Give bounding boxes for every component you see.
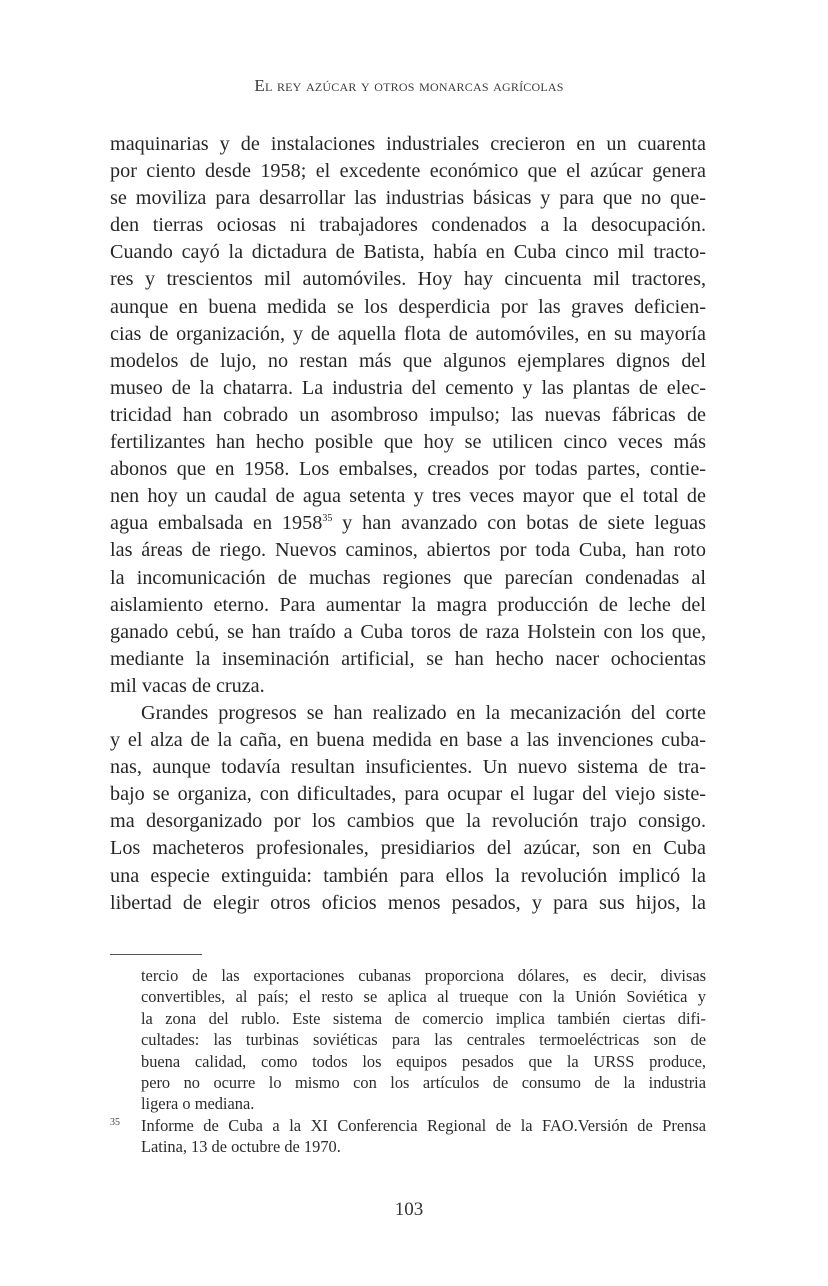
- text-line: la incomunicación de muchas regiones que parecían condenadas al: [110, 566, 706, 589]
- footnote-line: tercio de las exportaciones cubanas proporciona dólares, es decir, divisas: [141, 966, 706, 985]
- text-line: maquinarias y de instalaciones industriales crecieron en un cuarenta: [110, 133, 706, 155]
- text-line: ganado cebú, se han traído a Cuba toros de raza Holstein con los que,: [110, 620, 706, 643]
- footnote-marker: 35: [110, 1116, 120, 1128]
- text-line: nen hoy un caudal de agua setenta y tres veces mayor que el total de: [110, 485, 706, 508]
- footnote-line: convertibles, al país; el resto se aplica al trueque con la Unión Soviética y: [141, 987, 706, 1007]
- footnote-continued: [141, 965, 706, 1115]
- paragraph-1: [110, 131, 706, 700]
- text-line-with-footnote-ref: [110, 510, 706, 537]
- footnote-line: buena calidad, como todos los equipos pesados que la URSS produce,: [141, 1051, 706, 1071]
- paragraph-2: [110, 700, 706, 917]
- text-line: res y trescientos mil automóviles. Hoy hay cincuenta mil tractores,: [110, 268, 706, 291]
- text-line: se moviliza para desarrollar las industrias básicas y para que no que-: [110, 187, 706, 210]
- text-line: Grandes progresos se han realizado en la mecanización del corte: [141, 701, 706, 724]
- text-line: fertilizantes han hecho posible que hoy se utilicen cinco veces más: [110, 431, 706, 454]
- text-line: tricidad han cobrado un asombroso impulso; las nuevas fábricas de: [110, 403, 706, 426]
- text-line: libertad de elegir otros oficios menos pesados, y para sus hijos, la: [110, 891, 706, 914]
- text-line: aislamiento eterno. Para aumentar la magra producción de leche del: [110, 593, 706, 616]
- text-line: aunque en buena medida se los desperdicia por las graves deficien-: [110, 295, 706, 318]
- page-number: 103: [394, 1199, 424, 1220]
- text-line: bajo se organiza, con dificultades, para ocupar el lugar del viejo siste-: [110, 783, 706, 806]
- footnote-35: [110, 1115, 706, 1158]
- text-line: las áreas de riego. Nuevos caminos, abiertos por toda Cuba, han roto: [110, 539, 706, 562]
- footnote-line: Latina, 13 de octubre de 1970.: [141, 1137, 341, 1157]
- text-line: den tierras ociosas ni trabajadores condenados a la desocupación.: [110, 214, 706, 237]
- running-head: El rey azúcar y otros monarcas agrícolas: [254, 76, 564, 95]
- text-line: Cuando cayó la dictadura de Batista, había en Cuba cinco mil tracto-: [110, 241, 706, 264]
- text-line: mil vacas de cruza.: [110, 674, 265, 697]
- text-line: cias de organización, y de aquella flota de automóviles, en su mayoría: [110, 322, 706, 345]
- text-line: museo de la chatarra. La industria del cemento y las plantas de elec-: [110, 376, 706, 399]
- footnote-line: Informe de Cuba a la XI Conferencia Regional de la FAO.Versión de Prensa: [141, 1115, 706, 1135]
- text-line: Los macheteros profesionales, presidiarios del azúcar, son en Cuba: [110, 837, 706, 860]
- main-text: [110, 131, 706, 917]
- footnote-separator: [110, 954, 202, 955]
- footnote-line: pero no ocurre lo mismo con los artículos de consumo de la industria: [141, 1072, 706, 1092]
- text-line: una especie extinguida: también para ellos la revolución implicó la: [110, 864, 706, 887]
- footnote-line: cultades: las turbinas soviéticas para las centrales termoeléctricas son de: [141, 1030, 706, 1050]
- footnote-line: ligera o mediana.: [141, 1094, 255, 1114]
- text-line: modelos de lujo, no restan más que algunos ejemplares dignos del: [110, 349, 706, 372]
- text-fragment: agua embalsada en 1958: [110, 512, 323, 535]
- footnotes: [110, 965, 706, 1158]
- footnote-reference-35[interactable]: 35: [322, 513, 333, 525]
- text-line: abonos que en 1958. Los embalses, creados por todas partes, contie-: [110, 458, 706, 481]
- text-line: ma desorganizado por los cambios que la revolución trajo consigo.: [110, 810, 706, 833]
- text-line: nas, aunque todavía resultan insuficientes. Un nuevo sistema de tra-: [110, 756, 706, 779]
- text-line: mediante la inseminación artificial, se han hecho nacer ochocientas: [110, 647, 706, 670]
- text-line: por ciento desde 1958; el excedente económico que el azúcar genera: [110, 160, 706, 183]
- text-line: y el alza de la caña, en buena medida en base a las invenciones cuba-: [110, 729, 706, 752]
- footnote-line: la zona del rublo. Este sistema de comercio implica también ciertas difi-: [141, 1008, 706, 1028]
- text-fragment: y han avanzado con botas de siete leguas: [332, 512, 707, 535]
